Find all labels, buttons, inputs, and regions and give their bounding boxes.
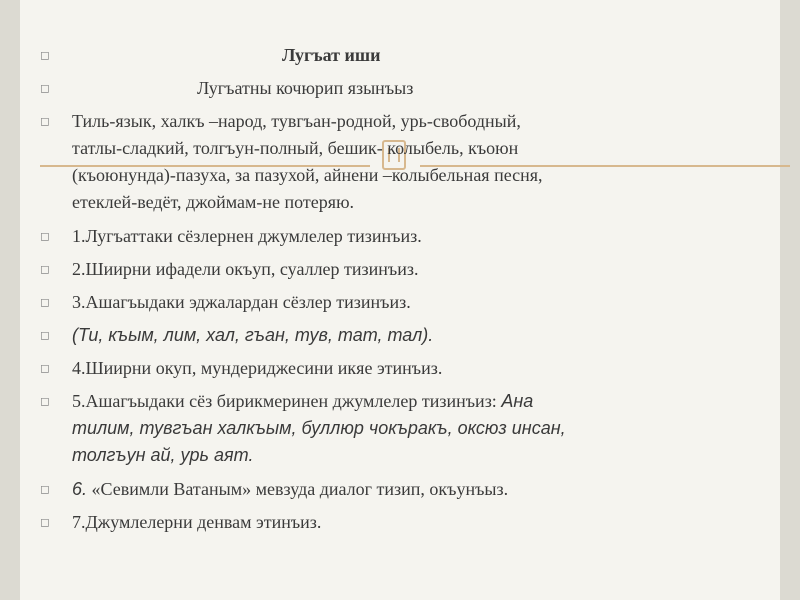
task-item — [40, 388, 740, 469]
slide-content — [40, 42, 740, 542]
right-margin-band — [780, 0, 800, 600]
vocabulary-line: (къоюнунда)-пазуха, за пазухой, айнени –колыбельная песня, — [72, 165, 543, 185]
task-item — [40, 223, 740, 249]
bullet-icon: ◻ — [40, 328, 50, 342]
task-1-text: 1.Лугъаттаки сёзлернен джумлелер тизинъиз. — [72, 226, 422, 246]
bullet-icon: ◻ — [40, 295, 50, 309]
task-item — [40, 509, 740, 535]
task-5-phrase: толгъун ай, урь аят. — [72, 445, 254, 465]
bullet-icon: ◻ — [40, 114, 50, 128]
task-item — [40, 256, 740, 282]
vocabulary-text — [72, 108, 740, 216]
task-6-number: 6. — [72, 479, 88, 499]
task-5-phrase: тилим, тувгъан халкъым, буллюр чокъракъ, оксюз инсан, — [72, 418, 566, 438]
bullet-icon: ◻ — [40, 229, 50, 243]
task-item — [40, 322, 740, 348]
vocabulary-line: Тиль-язык, халкъ –народ, тувгъан-родной, урь-свободный, — [72, 111, 521, 131]
task-7-text: 7.Джумлелерни денвам этинъиз. — [72, 512, 322, 532]
task-5-text — [72, 388, 740, 469]
title-row — [40, 42, 740, 68]
task-item — [40, 476, 740, 502]
syllables-text: (Ти, къым, лим, хал, гъан, тув, тат, тал). — [72, 325, 434, 345]
slide-title: Лугъат иши — [282, 45, 381, 65]
bullet-icon: ◻ — [40, 361, 50, 375]
bullet-icon: ◻ — [40, 48, 50, 62]
bullet-icon: ◻ — [40, 515, 50, 529]
bullet-icon: ◻ — [40, 394, 50, 408]
task-2-text: 2.Шиирни ифадели окъуп, суаллер тизинъиз. — [72, 259, 419, 279]
slide-subtitle: Лугъатны кочюрип язынъыз — [197, 78, 414, 98]
vocabulary-line: татлы-сладкий, толгъун-полный, бешик- колыбель, къоюн — [72, 138, 519, 158]
bullet-icon: ◻ — [40, 81, 50, 95]
task-5-phrase: Ана — [501, 391, 534, 411]
bullet-icon: ◻ — [40, 262, 50, 276]
vocabulary-line: етеклей-ведёт, джоймам-не потеряю. — [72, 192, 355, 212]
subtitle-row — [40, 75, 740, 101]
bullet-icon: ◻ — [40, 482, 50, 496]
task-item — [40, 289, 740, 315]
left-margin-band — [0, 0, 20, 600]
task-item — [40, 355, 740, 381]
vocabulary-paragraph — [40, 108, 740, 216]
task-4-text: 4.Шиирни окуп, мундериджесини икяе этинъиз. — [72, 358, 443, 378]
task-3-text: 3.Ашагъыдаки эджалардан сёзлер тизинъиз. — [72, 292, 411, 312]
task-6-text — [72, 476, 740, 502]
task-5-lead: 5.Ашагъыдаки сёз бирикмеринен джумлелер тизинъиз: — [72, 391, 502, 411]
task-6-body: «Севимли Ватаным» мевзуда диалог тизип, окъунъыз. — [87, 479, 509, 499]
